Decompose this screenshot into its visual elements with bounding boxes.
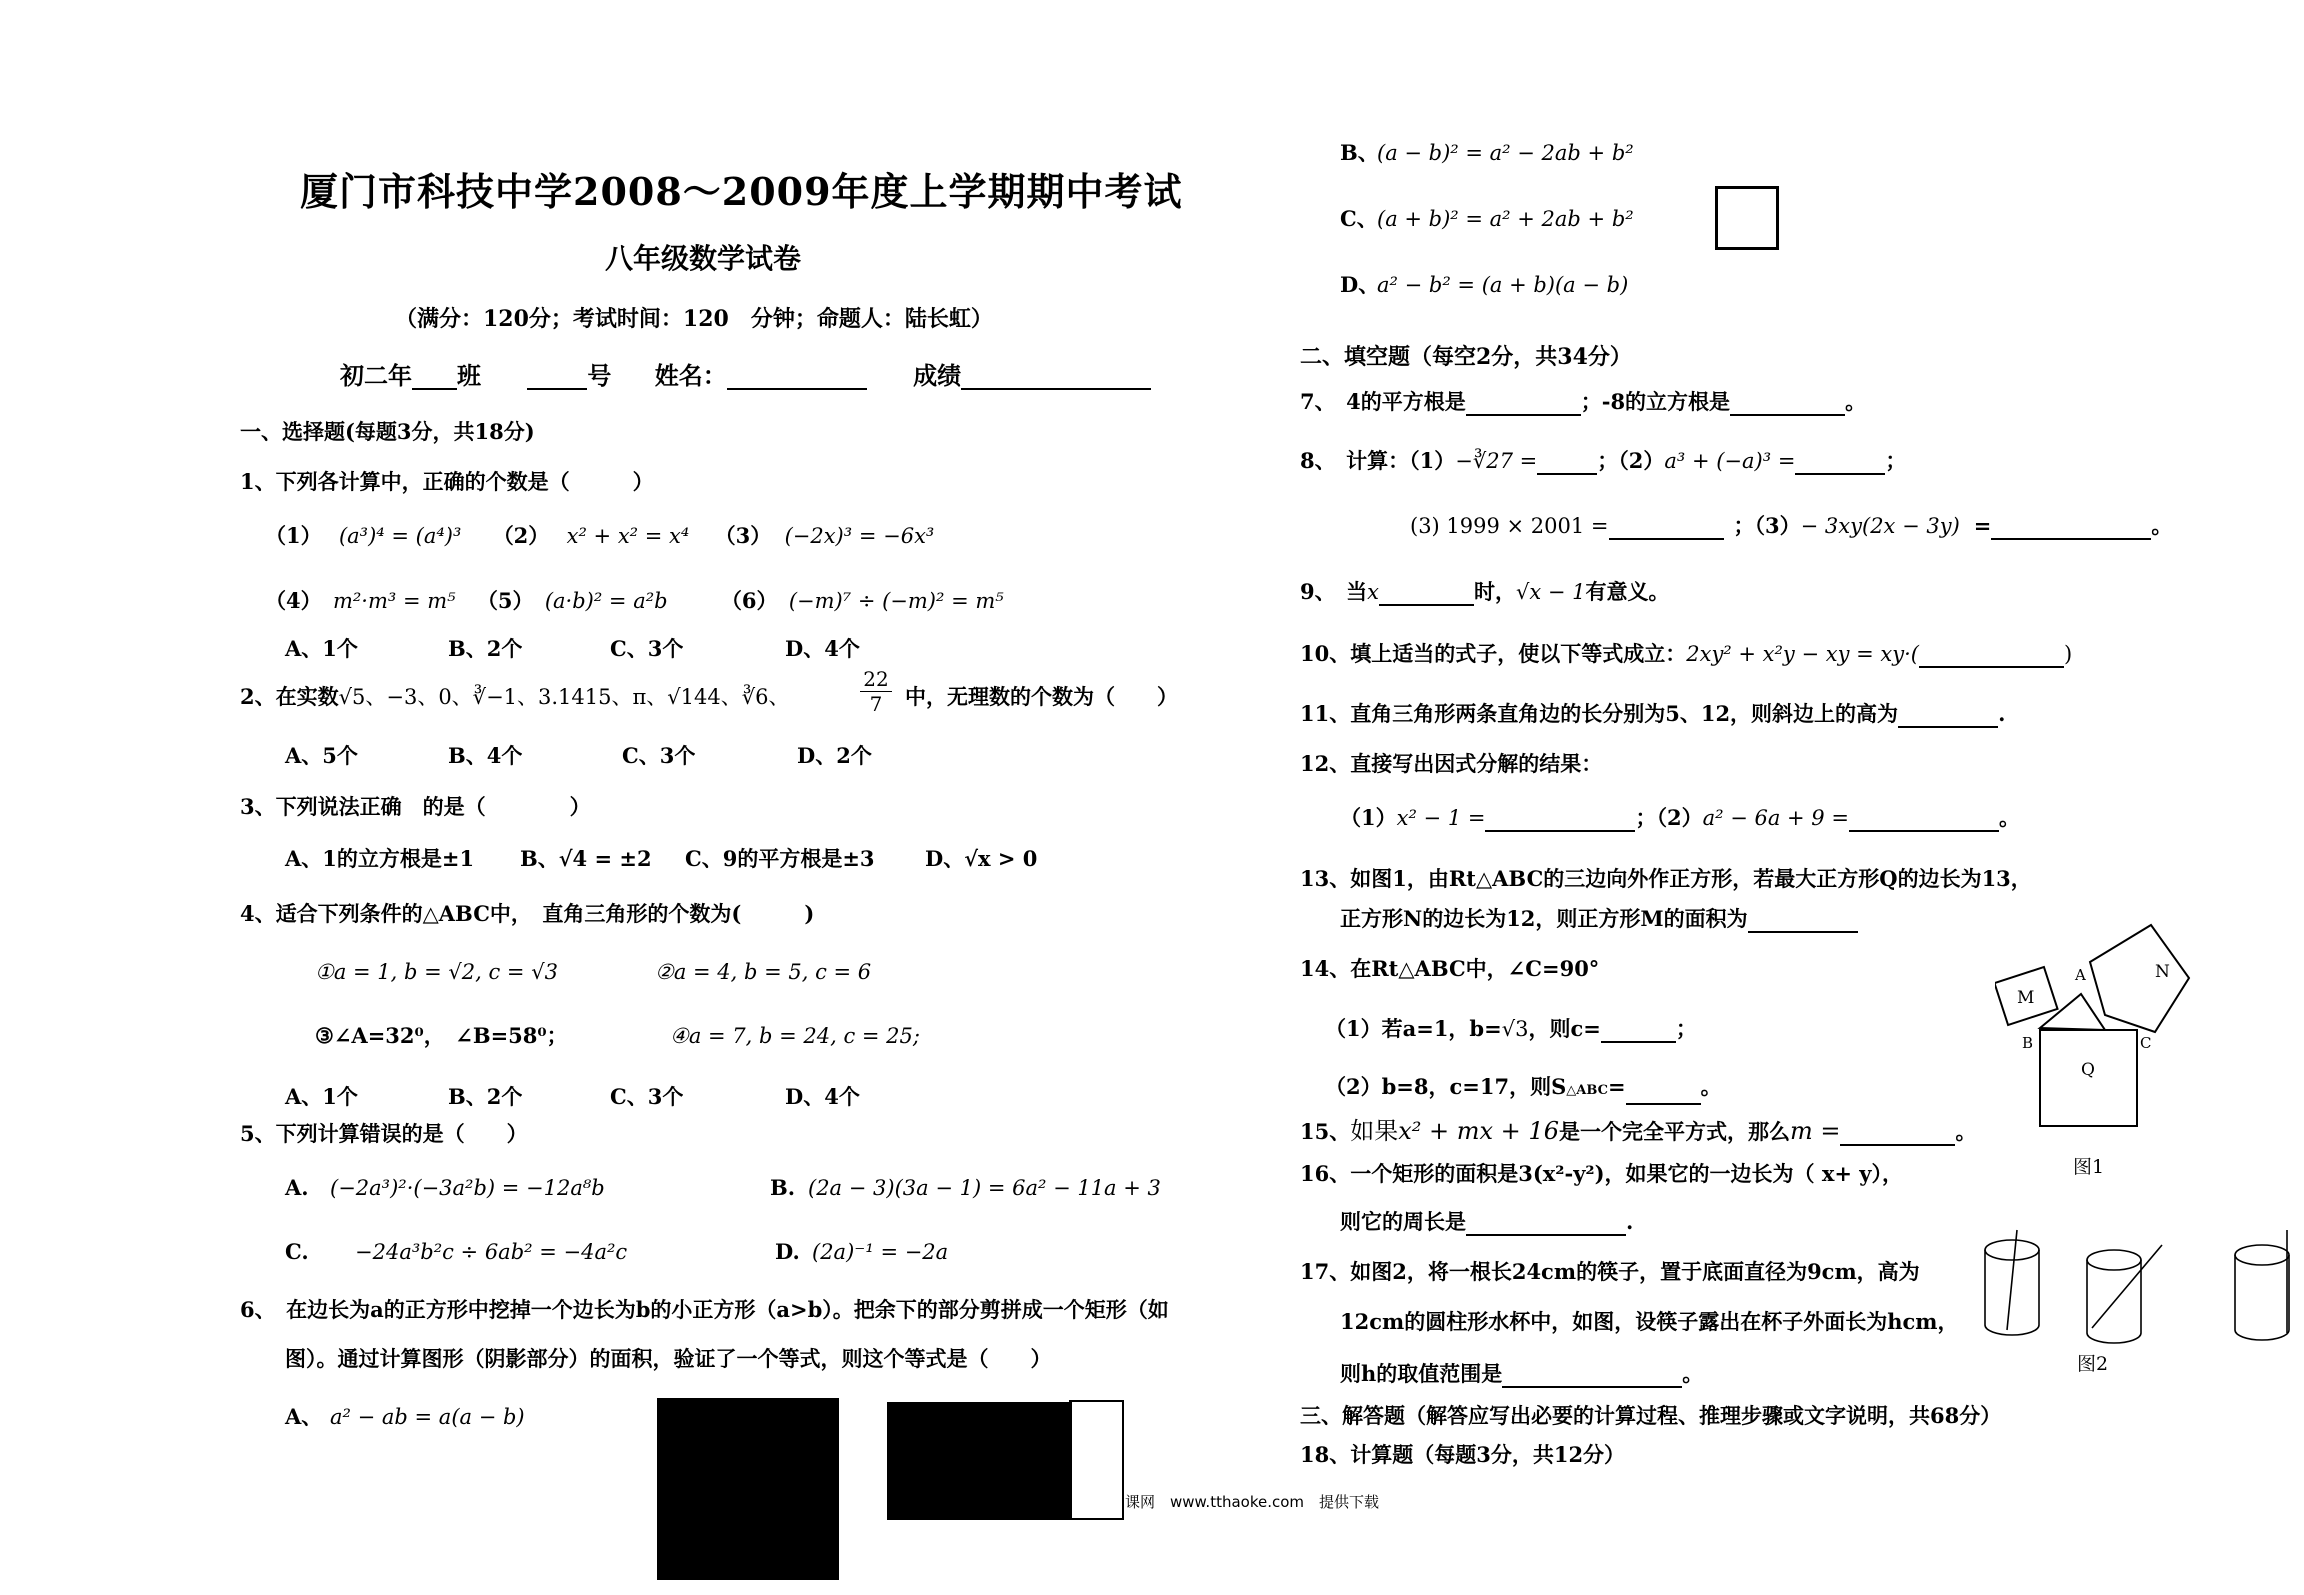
q15 xyxy=(1300,1117,1976,1146)
q7-text-b: ；-8的立方根是 xyxy=(1580,389,1731,414)
q7 xyxy=(1300,388,1866,416)
q4-condition-1: ①a = 1, b = √2, c = √3 xyxy=(315,960,558,984)
q14-stem: 14、在Rt△ABC中，∠C=90° xyxy=(1300,956,1600,981)
q16-line1: 16、一个矩形的面积是3(x²-y²)，如果它的一边长为（ x+ y）， xyxy=(1300,1161,1903,1186)
q12-expr-2: a² − 6a + 9 = xyxy=(1702,806,1849,830)
answer-box[interactable] xyxy=(1715,186,1779,250)
number-label: 号 xyxy=(587,361,612,390)
q7-blank-2[interactable] xyxy=(1730,392,1845,416)
q6-option-b-label[interactable]: B、 xyxy=(1340,140,1379,165)
q9-text-a: 9、 当 xyxy=(1300,579,1368,604)
q1-label-1: （1） xyxy=(265,523,322,548)
q1-option-d[interactable]: D、4个 xyxy=(785,636,860,661)
section2-heading: 二、填空题（每空2分，共34分） xyxy=(1300,344,1632,370)
q11-blank[interactable] xyxy=(1898,704,1998,728)
q6-stem-line2: 图）。通过计算图形（阴影部分）的面积，验证了一个等式，则这个等式是（ ） xyxy=(285,1346,1052,1371)
q15-text-e: 。 xyxy=(1955,1119,1977,1144)
q14-expr: √3 xyxy=(1501,1017,1529,1041)
q16-text-c: . xyxy=(1626,1209,1634,1234)
cup-2 xyxy=(2087,1245,2162,1343)
q5-option-c-label[interactable]: C. xyxy=(285,1239,309,1264)
q11-text-a: 11、直角三角形两条直角边的长分别为5、12，则斜边上的高为 xyxy=(1300,701,1899,726)
q14-text-b1: （1）若a=1，b= xyxy=(1325,1016,1502,1041)
q10-expr: 2xy² + x²y − xy = xy·( xyxy=(1686,642,1919,666)
q8-blank-2[interactable] xyxy=(1795,451,1885,475)
section1-heading: 一、选择题(每题3分，共18分) xyxy=(240,419,535,444)
q10-blank[interactable] xyxy=(1919,644,2064,668)
q2-option-d[interactable]: D、2个 xyxy=(797,743,872,768)
q4-option-c[interactable]: C、3个 xyxy=(610,1084,684,1109)
number-blank[interactable] xyxy=(527,366,587,390)
q13-line1: 13、如图1，由Rt△ABC的三边向外作正方形，若最大正方形Q的边长为13， xyxy=(1300,866,2032,891)
q8-expr-4: − 3xy(2x − 3y) xyxy=(1800,514,1960,538)
page-subtitle: 八年级数学试卷 xyxy=(605,242,802,275)
grade-label: 初二年 xyxy=(340,361,412,390)
q4-condition-3: ③∠A=32⁰， ∠B=58⁰； xyxy=(315,1023,568,1048)
q11-text-b: . xyxy=(1998,701,2006,726)
q1-expr-1: (a³)⁴ = (a⁴)³ xyxy=(338,524,462,548)
q8-blank-3[interactable] xyxy=(1609,516,1724,540)
label-n: N xyxy=(2155,962,2170,982)
section3-heading: 三、解答题（解答应写出必要的计算过程、推理步骤或文字说明，共68分） xyxy=(1300,1403,2002,1428)
q9-var: x xyxy=(1367,580,1379,604)
q1-label-6: （6） xyxy=(720,588,778,613)
figure-2-cups xyxy=(1982,1225,2304,1355)
q12-text-d: 。 xyxy=(1998,805,2020,830)
q1-option-a[interactable]: A、1个 xyxy=(285,636,358,661)
q14-blank-1[interactable] xyxy=(1601,1019,1676,1043)
q15-text-a: 15、 xyxy=(1300,1119,1351,1144)
q11 xyxy=(1300,700,2005,728)
q15-m: m = xyxy=(1789,1117,1841,1145)
figure-1-squares xyxy=(1995,920,2215,1150)
q4-option-d[interactable]: D、4个 xyxy=(785,1084,860,1109)
q18-heading: 18、计算题（每题3分，共12分） xyxy=(1300,1442,1626,1467)
q6-rectangle-figure xyxy=(887,1402,1072,1520)
q15-text-b: 如果 xyxy=(1350,1117,1399,1145)
footer-watermark: 课网 www.tthaoke.com 提供下载 xyxy=(1125,1493,1380,1511)
q4-option-b[interactable]: B、2个 xyxy=(448,1084,523,1109)
name-blank[interactable] xyxy=(727,366,867,390)
q1-label-5: （5） xyxy=(476,588,534,613)
q6-option-a[interactable]: a² − ab = a(a − b) xyxy=(330,1405,525,1429)
q14-part1 xyxy=(1325,1015,1697,1043)
q3-option-d[interactable]: D、√x > 0 xyxy=(925,846,1038,871)
q12-text-c: ；（2） xyxy=(1635,805,1703,830)
q8-text-f: = xyxy=(1973,513,1992,538)
q14-text-b1d: ； xyxy=(1675,1016,1697,1041)
q2-option-a[interactable]: A、5个 xyxy=(285,743,358,768)
q8-text-a: 8、 计算：（1） xyxy=(1300,448,1456,473)
label-a: A xyxy=(2075,966,2086,984)
cup-1 xyxy=(1985,1230,2039,1335)
square-n xyxy=(2090,925,2189,1032)
q4-condition-2: ②a = 4, b = 5, c = 6 xyxy=(655,960,872,984)
q12-text-b: （1） xyxy=(1340,805,1397,830)
q8-blank-1[interactable] xyxy=(1537,451,1597,475)
q10-text-b: ) xyxy=(2063,642,2073,666)
q1-row1 xyxy=(265,522,934,550)
q14-part2 xyxy=(1325,1073,1722,1105)
label-m: M xyxy=(2017,988,2035,1008)
q1-expr-4: m²·m³ = m⁵ xyxy=(332,589,456,613)
cup-3 xyxy=(2235,1230,2289,1340)
q15-expr: x² + mx + 16 xyxy=(1398,1117,1559,1145)
q8-text-b: ；（2） xyxy=(1597,448,1665,473)
q6-square-figure xyxy=(657,1398,839,1580)
q2-fraction-num: 22 xyxy=(860,667,892,692)
score-label: 成绩 xyxy=(913,361,962,390)
q17-text-c: 则h的取值范围是 xyxy=(1340,1361,1503,1386)
score-blank[interactable] xyxy=(961,366,1151,390)
q8-blank-4[interactable] xyxy=(1991,516,2151,540)
q12-expr-1: x² − 1 = xyxy=(1396,806,1486,830)
name-label: 姓名： xyxy=(654,361,727,390)
q2-stem xyxy=(240,683,790,711)
q1-label-2: （2） xyxy=(492,523,550,548)
q2-stem-end: 中，无理数的个数为（ ） xyxy=(905,684,1178,709)
q1-expr-6: (−m)⁷ ÷ (−m)² = m⁵ xyxy=(788,589,1004,613)
q9-expr: √x − 1 xyxy=(1515,580,1586,604)
q13-line2 xyxy=(1340,905,1858,933)
q12-blank-1[interactable] xyxy=(1485,808,1635,832)
q12-parts xyxy=(1340,804,2020,832)
q8-expr-3: (3) 1999 × 2001 = xyxy=(1410,514,1609,538)
q5-option-b[interactable]: (2a − 3)(3a − 1) = 6a² − 11a + 3 xyxy=(808,1176,1161,1200)
q16-line2 xyxy=(1340,1208,1633,1236)
q17-blank[interactable] xyxy=(1502,1364,1682,1388)
q6-stem-line1: 6、 在边长为a的正方形中挖掉一个边长为b的小正方形（a>b）。把余下的部分剪拼成一个矩形（如 xyxy=(240,1297,1169,1322)
figure-1-caption: 图1 xyxy=(2073,1156,2105,1178)
q5-option-a-label[interactable]: A. xyxy=(285,1175,309,1200)
label-b: B xyxy=(2022,1034,2034,1052)
page-title: 厦门市科技中学2008～2009年度上学期期中考试 xyxy=(300,169,1183,214)
q13-text-b: 正方形N的边长为12，则正方形M的面积为 xyxy=(1340,906,1748,931)
class-label: 班 xyxy=(457,361,481,390)
q17-text-d: 。 xyxy=(1682,1361,1704,1386)
q17-line2: 12cm的圆柱形水杯中，如图，设筷子露出在杯子外面长为hcm， xyxy=(1340,1309,1959,1334)
q2-numbers: √5、−3、0、∛−1、3.1415、π、√144、∛6、 xyxy=(338,685,790,709)
q8-text-e: ；（3） xyxy=(1733,513,1801,538)
q10 xyxy=(1300,640,2072,668)
class-blank[interactable] xyxy=(412,366,457,390)
q9-text-b: 时， xyxy=(1473,579,1516,604)
q5-stem: 5、下列计算错误的是（ ） xyxy=(240,1121,528,1146)
q16-text-b: 则它的周长是 xyxy=(1340,1209,1466,1234)
q8-text-c: ； xyxy=(1885,448,1907,473)
q15-text-c: 是一个完全平方式，那么 xyxy=(1558,1119,1790,1144)
q14-text-b1c: ，则c= xyxy=(1528,1016,1601,1041)
q5-option-d[interactable]: (2a)⁻¹ = −2a xyxy=(812,1240,949,1264)
student-info-line xyxy=(340,362,1151,390)
q10-text-a: 10、填上适当的式子，使以下等式成立： xyxy=(1300,641,1687,666)
q1-label-3: （3） xyxy=(714,523,772,548)
q2-option-b[interactable]: B、4个 xyxy=(448,743,523,768)
q8-expr-1: −∛27 = xyxy=(1455,449,1538,473)
q15-blank[interactable] xyxy=(1840,1122,1955,1146)
q6-option-a-label[interactable]: A、 xyxy=(285,1404,323,1429)
q6-rectangle-strip xyxy=(1069,1400,1124,1520)
q9 xyxy=(1300,578,1670,606)
q1-row2 xyxy=(265,587,1004,615)
q6-option-c[interactable]: (a + b)² = a² + 2ab + b² xyxy=(1377,207,1634,231)
q14-text-b2: （2）b=8，c=17，则S xyxy=(1325,1074,1567,1099)
q6-option-b[interactable]: (a − b)² = a² − 2ab + b² xyxy=(1377,141,1634,165)
q5-option-d-label[interactable]: D. xyxy=(775,1239,800,1264)
q1-expr-2: x² + x² = x⁴ xyxy=(566,524,690,548)
q7-text-c: 。 xyxy=(1845,389,1867,414)
q14-text-b2c: = xyxy=(1607,1074,1626,1099)
q6-option-d-label[interactable]: D、 xyxy=(1340,272,1380,297)
q1-expr-5: (a·b)² = a²b xyxy=(544,589,668,613)
q9-blank[interactable] xyxy=(1379,582,1474,606)
q7-text-a: 7、 4的平方根是 xyxy=(1300,389,1466,414)
q13-blank[interactable] xyxy=(1748,909,1858,933)
q16-blank[interactable] xyxy=(1466,1212,1626,1236)
exam-info: （满分：120分；考试时间：120 分钟；命题人：陆长虹） xyxy=(395,306,993,332)
q5-option-c[interactable]: −24a³b²c ÷ 6ab² = −4a²c xyxy=(355,1240,628,1264)
figure-2-caption: 图2 xyxy=(2077,1353,2109,1375)
q17-line3 xyxy=(1340,1360,1703,1388)
q4-condition-4: ④a = 7, b = 24, c = 25; xyxy=(670,1024,920,1048)
q14-subscript: △ABC xyxy=(1566,1083,1608,1098)
q8-line2 xyxy=(1410,512,2172,540)
q1-option-c[interactable]: C、3个 xyxy=(610,636,684,661)
q4-stem: 4、适合下列条件的△ABC中， 直角三角形的个数为( ) xyxy=(240,901,815,926)
q12-blank-2[interactable] xyxy=(1849,808,1999,832)
q17-line1: 17、如图2，将一根长24cm的筷子，置于底面直径为9cm，高为 xyxy=(1300,1259,1920,1284)
q7-blank-1[interactable] xyxy=(1466,392,1581,416)
q2-option-c[interactable]: C、3个 xyxy=(622,743,696,768)
q12-stem: 12、直接写出因式分解的结果： xyxy=(1300,751,1603,776)
q6-option-c-label[interactable]: C、 xyxy=(1340,206,1378,231)
q9-text-c: 有意义。 xyxy=(1585,579,1670,604)
q3-option-a[interactable]: A、1的立方根是±1 xyxy=(285,846,475,871)
q1-expr-3: (−2x)³ = −6x³ xyxy=(784,524,935,548)
q5-option-b-label[interactable]: B. xyxy=(770,1175,796,1200)
label-c: C xyxy=(2140,1034,2152,1052)
q1-stem: 1、下列各计算中，正确的个数是（ ） xyxy=(240,469,654,494)
q2-stem-start: 2、在实数 xyxy=(240,684,339,709)
right-column xyxy=(1125,0,2304,1595)
q1-option-b[interactable]: B、2个 xyxy=(448,636,523,661)
q1-label-4: （4） xyxy=(265,588,322,613)
q8-text-g: 。 xyxy=(2151,513,2173,538)
q5-option-a[interactable]: (−2a³)²·(−3a²b) = −12a⁸b xyxy=(330,1176,605,1200)
q8-line1 xyxy=(1300,447,1906,475)
q4-option-a[interactable]: A、1个 xyxy=(285,1084,358,1109)
q3-stem: 3、下列说法正确 的是（ ） xyxy=(240,794,591,819)
q2-fraction-den: 7 xyxy=(869,692,883,716)
q3-option-c[interactable]: C、9的平方根是±3 xyxy=(685,846,875,871)
q6-option-d[interactable]: a² − b² = (a + b)(a − b) xyxy=(1377,273,1629,297)
q14-blank-2[interactable] xyxy=(1626,1081,1701,1105)
q3-option-b[interactable]: B、√4 = ±2 xyxy=(520,846,652,871)
label-q: Q xyxy=(2081,1060,2095,1080)
q8-expr-2: a³ + (−a)³ = xyxy=(1664,449,1796,473)
q2-fraction xyxy=(860,667,892,716)
q14-text-b2d: 。 xyxy=(1700,1074,1722,1099)
